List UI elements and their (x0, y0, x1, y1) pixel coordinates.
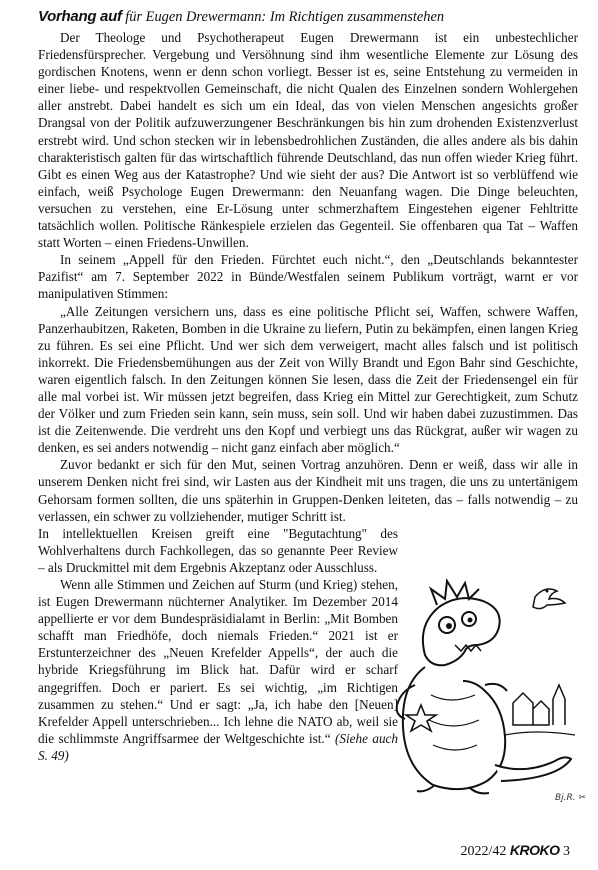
paragraph-zuvor: Zuvor bedankt er sich für den Mut, seinen Vortrag anzuhören. Denn er weiß, dass wir alle in unserem Denken nicht frei sind, wir Lasten aus der Kindheit mit uns tragen, die uns zu untertänigem Gehorsam formen sollten, die uns späterhin in Gruppen-Denken leiteten, das – falls notwendig – zu verlassen, ein schwer zu vollziehender, mutiger Schritt ist. (38, 457, 578, 524)
article-header (38, 8, 578, 26)
paragraph-intro: Der Theologe und Psychotherapeut Eugen Drewermann ist ein unbestechlicher Friedensfürsprecher. Vergebung und Versöhnung sind ihm wesentliche Elemente zur Lösung des gordischen Knotens, wenn er denn schon vorliegt. Besser ist es, seine Entstehung zu vermeiden in einer liebe- und respektvollen Gemeinschaft, die nicht Qualen des Einzelnen sondern Wohlergehen aller anstrebt. Dabei handelt es sich um ein Ideal, das von vielen Menschen angesichts großer Drangsal von der Politik aufzuwerzungener Beschränkungen bis hin zum drohenden Existenzverlust erstrebt wird. Und schon stecken wir in lebensbedrohlichen Zuständen, die alles andere als bis dahin charakteristisch galten für das wirtschaftlich führende Deutschland, das nun offen wieder Krieg führt. Gibt es einen Weg aus der Katastrophe? Und wie sieht der aus? Die Antwort ist so verblüffend wie einfach, weiß Psychologe Eugen Drewermann: den Neuanfang wagen. Die Dinge beleuchten, versuchen zu verstehen, eine Er-Lösung unter schmerzhaftem Eingestehen eigener Fehltritte tatsächlich wollen. Politische Ränkespiele erzielen das Gegenteil. Sie offenbaren qua Tat – Waffen statt Worten – einen Friedens-Unwillen. (38, 30, 578, 251)
page-number: 3 (563, 844, 570, 859)
header-kicker: Vorhang auf (38, 8, 122, 25)
paragraph-appell: In seinem „Appell für den Frieden. Fürchtet euch nicht.“, den „Deutschlands bekanntester Pazifist“ am 7. September 2022 in Bünde/Westfalen seinem Publikum vorträgt, warnt er vor manipulativen Stimmen: (38, 252, 578, 302)
illustration-signature: Bj.R. ✂ (554, 793, 586, 803)
header-subtitle: für Eugen Drewermann: Im Richtigen zusammenstehen (125, 9, 445, 25)
page-footer (460, 842, 570, 860)
paragraph-quote: „Alle Zeitungen versichern uns, dass es eine politische Pflicht sei, Waffen, schwere Waffen, Panzerhaubitzen, Raketen, Bomben in die Ukraine zu liefern, Putin zu bekämpfen, einen langen Krieg zu führen. Es sei eine Pflicht. Und wer sich dem verweigert, macht alles falsch und ist politisch inkorrekt. Die Friedensbemühungen aus der Zeit von Willy Brandt und Egon Bahr sind Geschichte, waren eigentlich falsch. In den Zeitungen können Sie lesen, dass die Zeit der Friedensengel ein für alle mal vorbei ist. Wir müssen jetzt begreifen, dass Krieg ein Mittel zur Gerechtigkeit, zum Schutz der Völker und zum Frieden sein kann, sein muss, sein soll. Und wir haben dabei zuzustimmen. Das ist die Zeitenwende. Die verdreht uns den Kopf und verbiegt uns das Rückgrat, außer wir wagen zu denken, es sei anders notwendig – nicht ganz einfach aber möglich.“ (38, 303, 578, 456)
paragraph-analytiker-text: Wenn alle Stimmen und Zeichen auf Sturm (und Krieg) stehen, ist Eugen Drewermann nüchterner Analytiker. Im Dezember 2014 appellierte er vor dem Bundespräsidialamt in Berlin: „Mit Bomben schafft man Friedhöfe, doch niemals Frieden.“ 2021 ist er Erstunterzeichner des „Neuen Krefelder Appells“, der auch die hybride Kriegsführung im Blick hat. Dafür wird er scharf angegriffen. Doch er pariert. Es sei wichtig, „im Richtigen zusammen zu stehen.“ Und er sagt: „Ja, ich habe den [Neuen] Krefelder Appell unterschrieben... Ich lehne die NATO ab, weil sie die schlimmste Angriffsarmee der Weltgeschichte ist.“ (38, 577, 398, 746)
issue-number: 2022/42 (460, 844, 507, 859)
see-also-note: (Siehe auch S. 49) (38, 730, 399, 763)
paragraph-peer-review: In intellektuellen Kreisen greift eine "Begutachtung" des Wohlverhaltens durch Fachkollegen, das so genannte Peer Review – als Druckmittel mit dem Ergebnis Akzeptanz oder Ausschluss. (38, 525, 398, 575)
dinosaur-illustration-icon (385, 575, 585, 800)
magazine-brand: KROKO (509, 842, 560, 858)
